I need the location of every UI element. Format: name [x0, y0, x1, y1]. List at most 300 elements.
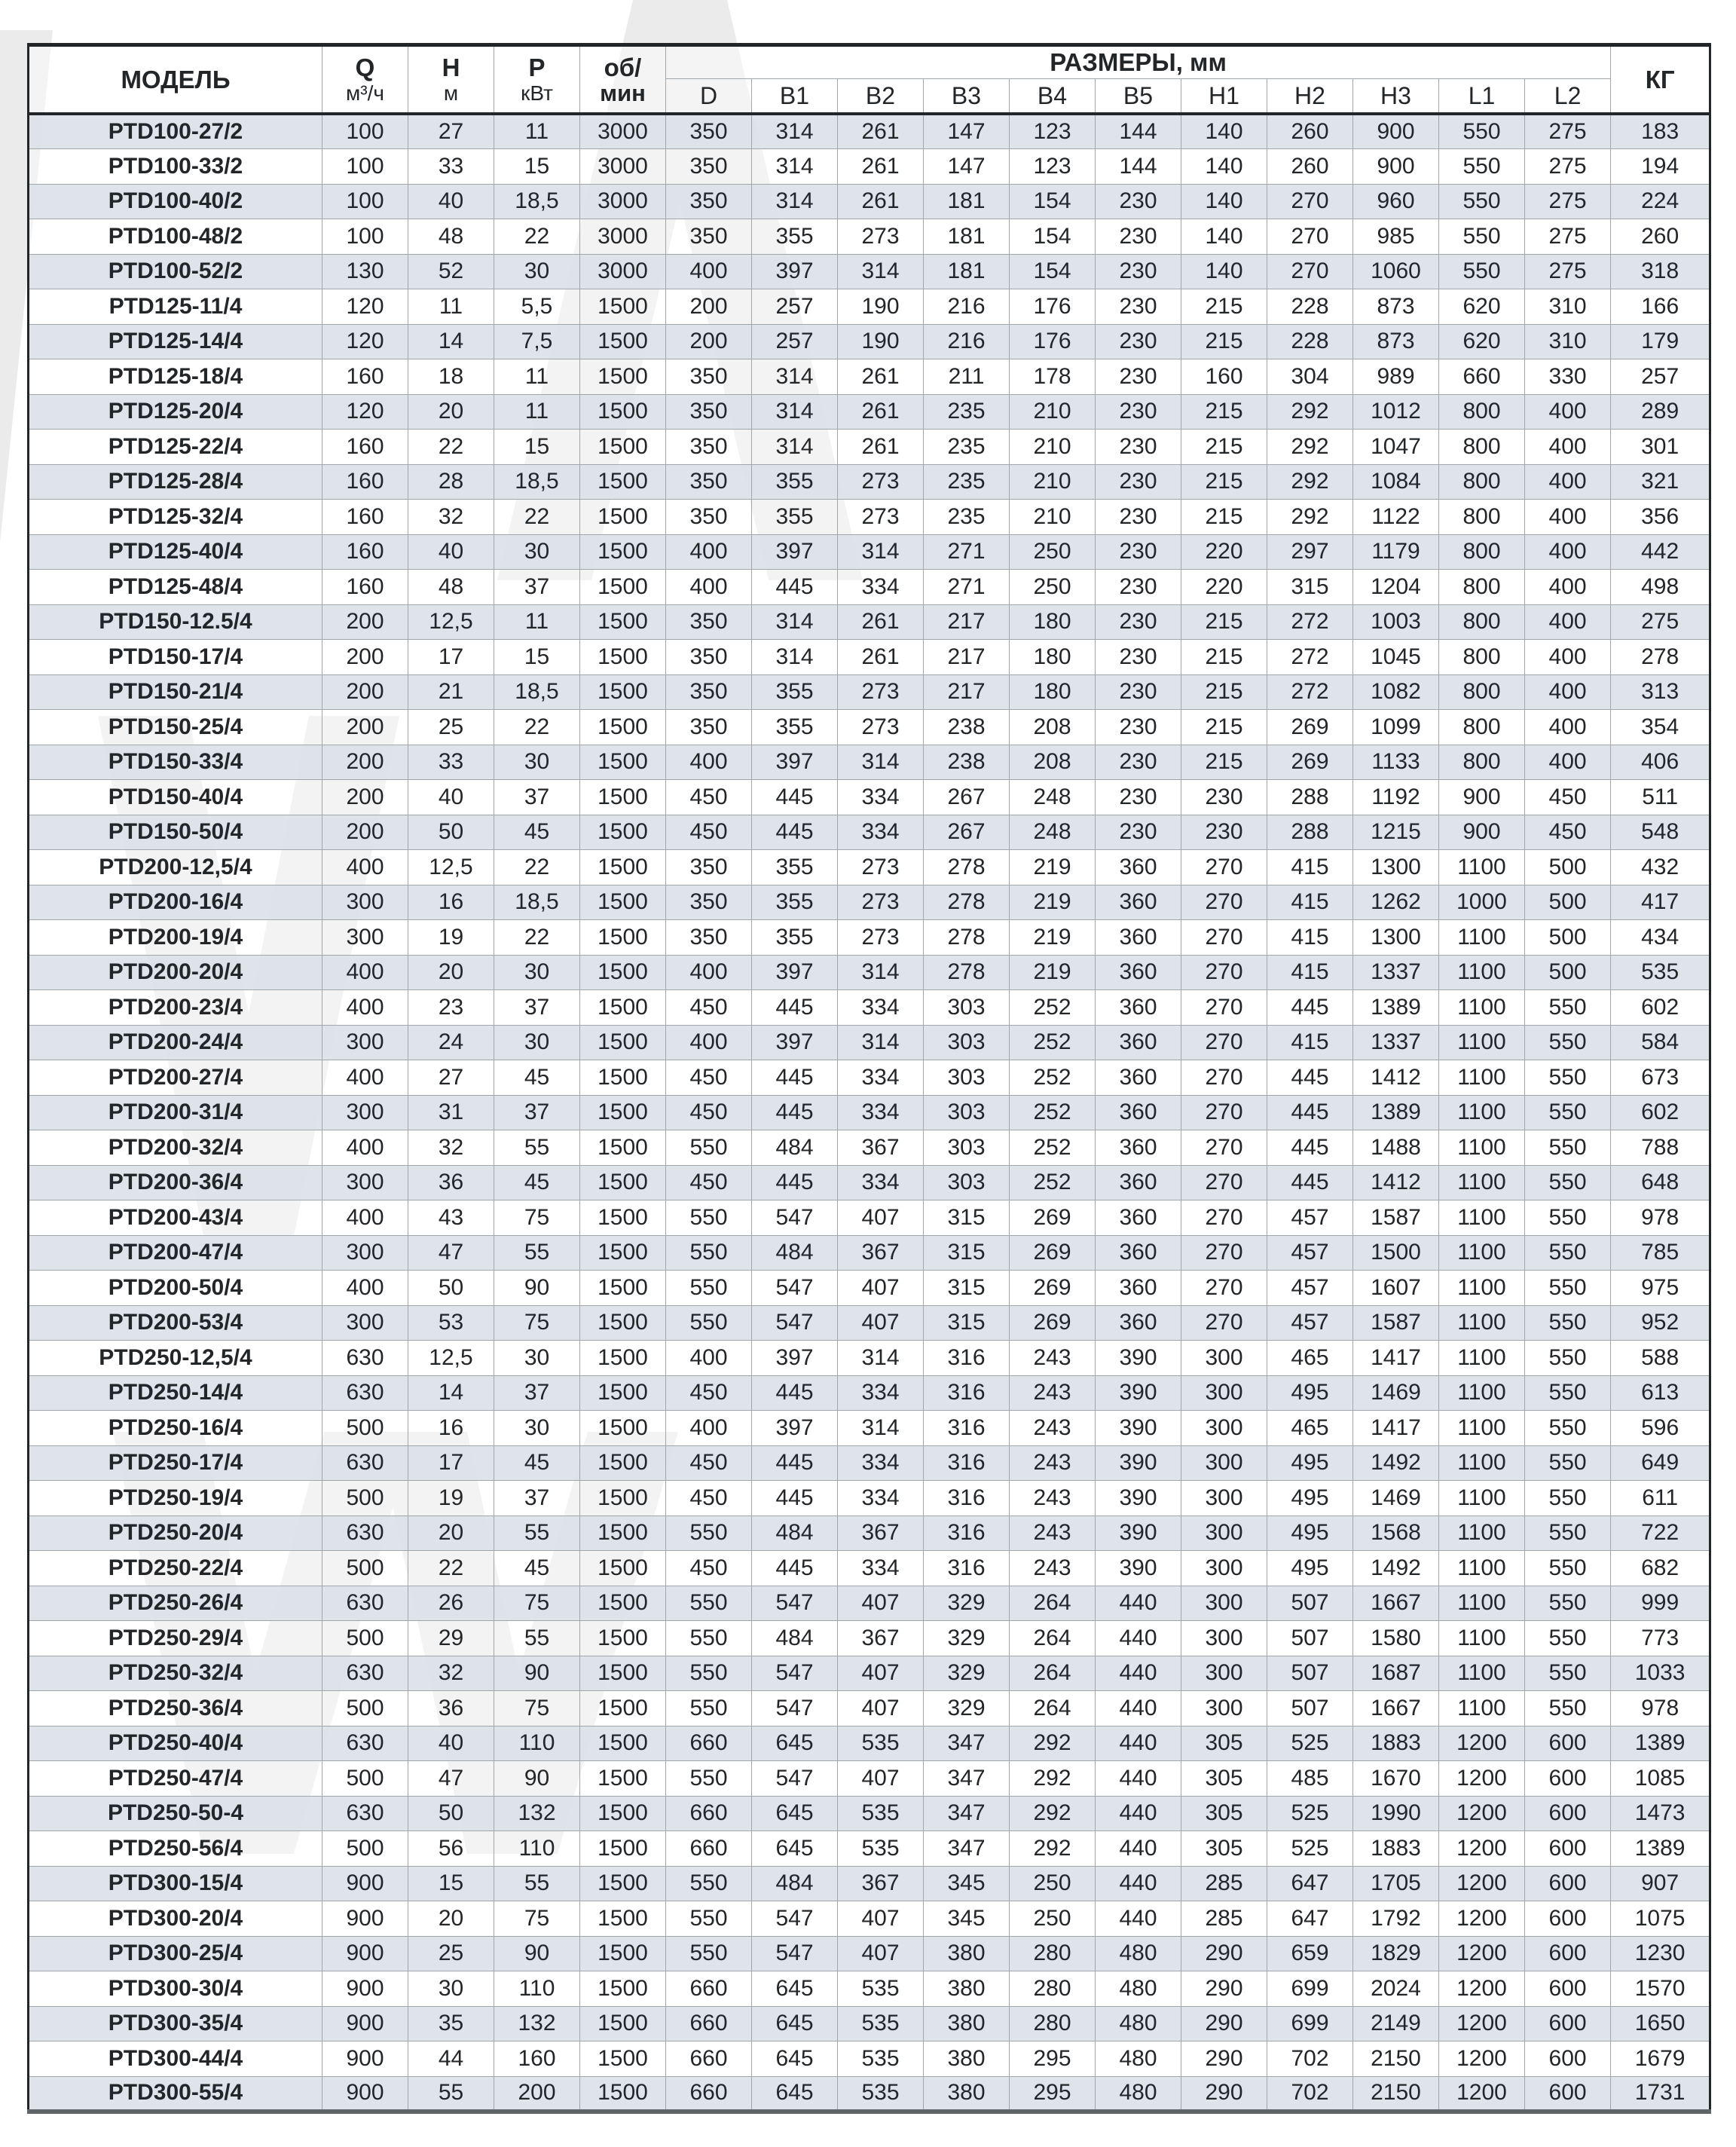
cell-value: 334 — [838, 1481, 924, 1516]
cell-value: 400 — [322, 1060, 408, 1096]
cell-value: 23 — [408, 990, 494, 1026]
cell-value: 1417 — [1353, 1341, 1439, 1376]
cell-value: 400 — [1525, 604, 1611, 640]
cell-value: 329 — [924, 1586, 1010, 1621]
cell-value: 269 — [1010, 1305, 1096, 1341]
cell-value: 14 — [408, 324, 494, 359]
cell-value: 55 — [494, 1515, 580, 1551]
cell-value: 1500 — [580, 1025, 666, 1060]
cell-value: 1469 — [1353, 1375, 1439, 1411]
cell-value: 257 — [752, 324, 838, 359]
cell-value: 450 — [666, 1095, 752, 1130]
col-header-model — [29, 45, 322, 115]
cell-value: 292 — [1010, 1796, 1096, 1831]
cell-value: 11 — [494, 359, 580, 395]
table-row — [29, 1761, 1710, 1797]
cell-value: 314 — [752, 149, 838, 185]
table-row — [29, 710, 1710, 745]
cell-value: 620 — [1439, 289, 1525, 325]
cell-value: 1337 — [1353, 955, 1439, 990]
cell-value: 37 — [494, 990, 580, 1026]
cell-value: 47 — [408, 1761, 494, 1797]
cell-value: 7,5 — [494, 324, 580, 359]
cell-value: 440 — [1096, 1726, 1181, 1761]
cell-value: 999 — [1611, 1586, 1710, 1621]
cell-model: PTD150-40/4 — [29, 780, 322, 815]
cell-value: 480 — [1096, 1971, 1181, 2007]
cell-value: 305 — [1181, 1796, 1267, 1831]
cell-value: 1100 — [1439, 1621, 1525, 1656]
table-row — [29, 1095, 1710, 1130]
cell-value: 450 — [666, 815, 752, 850]
cell-value: 217 — [924, 604, 1010, 640]
cell-value: 3000 — [580, 114, 666, 149]
table-row — [29, 1971, 1710, 2007]
cell-value: 1500 — [580, 1165, 666, 1200]
cell-value: 415 — [1267, 955, 1353, 990]
cell-value: 1473 — [1611, 1796, 1710, 1831]
cell-model: PTD250-56/4 — [29, 1831, 322, 1867]
cell-value: 36 — [408, 1165, 494, 1200]
cell-value: 400 — [666, 570, 752, 605]
cell-value: 304 — [1267, 359, 1353, 395]
cell-value: 314 — [752, 640, 838, 675]
cell-value: 220 — [1181, 570, 1267, 605]
cell-value: 270 — [1181, 1060, 1267, 1096]
cell-value: 660 — [1439, 359, 1525, 395]
cell-value: 989 — [1353, 359, 1439, 395]
cell-model: PTD250-14/4 — [29, 1375, 322, 1411]
cell-value: 900 — [1353, 114, 1439, 149]
cell-value: 181 — [924, 219, 1010, 255]
cell-value: 1500 — [580, 1971, 666, 2007]
cell-value: 1100 — [1439, 1200, 1525, 1236]
cell-value: 22 — [494, 850, 580, 885]
cell-value: 900 — [1353, 149, 1439, 185]
cell-value: 495 — [1267, 1515, 1353, 1551]
cell-value: 550 — [1525, 1200, 1611, 1236]
cell-value: 535 — [838, 1971, 924, 2007]
cell-value: 238 — [924, 710, 1010, 745]
cell-value: 190 — [838, 324, 924, 359]
cell-value: 660 — [666, 1796, 752, 1831]
cell-value: 360 — [1096, 955, 1181, 990]
cell-model: PTD200-12,5/4 — [29, 850, 322, 885]
dim-col-header-b3: B3 — [924, 79, 1010, 115]
cell-value: 310 — [1525, 324, 1611, 359]
cell-value: 55 — [494, 1235, 580, 1271]
cell-value: 1500 — [580, 674, 666, 710]
cell-value: 1607 — [1353, 1271, 1439, 1306]
cell-model: PTD200-36/4 — [29, 1165, 322, 1200]
cell-value: 270 — [1181, 1200, 1267, 1236]
cell-value: 1500 — [1353, 1235, 1439, 1271]
cell-value: 1100 — [1439, 1235, 1525, 1271]
cell-value: 450 — [666, 1445, 752, 1481]
cell-value: 500 — [1525, 920, 1611, 956]
cell-value: 360 — [1096, 1060, 1181, 1096]
cell-value: 19 — [408, 920, 494, 956]
cell-value: 345 — [924, 1901, 1010, 1937]
table-row — [29, 254, 1710, 289]
cell-value: 400 — [1525, 640, 1611, 675]
cell-value: 1060 — [1353, 254, 1439, 289]
table-row — [29, 1445, 1710, 1481]
cell-value: 800 — [1439, 394, 1525, 430]
cell-value: 1100 — [1439, 1411, 1525, 1446]
cell-value: 900 — [322, 1866, 408, 1901]
cell-value: 200 — [322, 710, 408, 745]
cell-value: 200 — [666, 324, 752, 359]
cell-value: 235 — [924, 500, 1010, 535]
cell-value: 484 — [752, 1130, 838, 1166]
cell-value: 1500 — [580, 1375, 666, 1411]
cell-value: 645 — [752, 2076, 838, 2112]
cell-value: 292 — [1267, 500, 1353, 535]
cell-value: 75 — [494, 1305, 580, 1341]
cell-value: 15 — [494, 430, 580, 465]
cell-value: 30 — [494, 745, 580, 780]
table-row — [29, 1831, 1710, 1867]
cell-value: 270 — [1181, 885, 1267, 920]
cell-value: 1100 — [1439, 1515, 1525, 1551]
cell-value: 630 — [322, 1445, 408, 1481]
cell-value: 350 — [666, 394, 752, 430]
cell-value: 400 — [1525, 430, 1611, 465]
cell-value: 243 — [1010, 1375, 1096, 1411]
cell-value: 261 — [838, 394, 924, 430]
table-row — [29, 500, 1710, 535]
cell-value: 1500 — [580, 745, 666, 780]
cell-value: 303 — [924, 1060, 1010, 1096]
cell-value: 457 — [1267, 1271, 1353, 1306]
cell-value: 1500 — [580, 1341, 666, 1376]
cell-value: 360 — [1096, 1165, 1181, 1200]
cell-value: 442 — [1611, 534, 1710, 570]
cell-value: 873 — [1353, 289, 1439, 325]
cell-value: 250 — [1010, 534, 1096, 570]
table-row — [29, 1130, 1710, 1166]
cell-value: 407 — [838, 1936, 924, 1971]
cell-value: 1389 — [1611, 1831, 1710, 1867]
cell-model: PTD125-11/4 — [29, 289, 322, 325]
cell-value: 907 — [1611, 1866, 1710, 1901]
cell-value: 270 — [1181, 1025, 1267, 1060]
cell-value: 32 — [408, 1130, 494, 1166]
table-row — [29, 1025, 1710, 1060]
table-row — [29, 184, 1710, 219]
cell-value: 315 — [924, 1235, 1010, 1271]
cell-value: 588 — [1611, 1341, 1710, 1376]
cell-value: 660 — [666, 2076, 752, 2112]
cell-value: 300 — [1181, 1445, 1267, 1481]
cell-value: 1200 — [1439, 1831, 1525, 1867]
cell-value: 160 — [322, 500, 408, 535]
cell-value: 1580 — [1353, 1621, 1439, 1656]
cell-value: 602 — [1611, 1095, 1710, 1130]
cell-value: 400 — [666, 955, 752, 990]
cell-model: PTD150-33/4 — [29, 745, 322, 780]
cell-value: 445 — [1267, 1060, 1353, 1096]
cell-value: 800 — [1439, 640, 1525, 675]
cell-value: 290 — [1181, 2041, 1267, 2077]
cell-value: 1500 — [580, 850, 666, 885]
cell-value: 1200 — [1439, 1971, 1525, 2007]
cell-value: 48 — [408, 570, 494, 605]
cell-value: 1500 — [580, 1411, 666, 1446]
cell-value: 310 — [1525, 289, 1611, 325]
table-row — [29, 1200, 1710, 1236]
table-row — [29, 674, 1710, 710]
cell-value: 154 — [1010, 254, 1096, 289]
cell-value: 31 — [408, 1095, 494, 1130]
cell-value: 110 — [494, 1831, 580, 1867]
cell-value: 315 — [924, 1271, 1010, 1306]
cell-value: 1500 — [580, 1515, 666, 1551]
cell-value: 329 — [924, 1656, 1010, 1691]
table-row — [29, 114, 1710, 149]
cell-value: 596 — [1611, 1411, 1710, 1446]
cell-value: 37 — [494, 780, 580, 815]
cell-value: 1200 — [1439, 2006, 1525, 2041]
cell-value: 1731 — [1611, 2076, 1710, 2112]
cell-value: 355 — [752, 464, 838, 500]
cell-value: 1500 — [580, 955, 666, 990]
cell-value: 219 — [1010, 955, 1096, 990]
cell-value: 50 — [408, 1271, 494, 1306]
cell-value: 1500 — [580, 920, 666, 956]
cell-value: 273 — [838, 464, 924, 500]
cell-value: 873 — [1353, 324, 1439, 359]
cell-value: 450 — [666, 1060, 752, 1096]
cell-value: 1133 — [1353, 745, 1439, 780]
cell-value: 1337 — [1353, 1025, 1439, 1060]
cell-value: 550 — [1439, 219, 1525, 255]
cell-value: 500 — [322, 1481, 408, 1516]
cell-value: 1200 — [1439, 1726, 1525, 1761]
cell-value: 29 — [408, 1621, 494, 1656]
cell-value: 40 — [408, 534, 494, 570]
cell-value: 264 — [1010, 1656, 1096, 1691]
table-row — [29, 289, 1710, 325]
cell-value: 269 — [1267, 745, 1353, 780]
cell-value: 400 — [322, 850, 408, 885]
cell-value: 360 — [1096, 1271, 1181, 1306]
cell-value: 397 — [752, 534, 838, 570]
cell-value: 440 — [1096, 1761, 1181, 1797]
cell-value: 350 — [666, 640, 752, 675]
dim-col-header-h3: H3 — [1353, 79, 1439, 115]
cell-value: 228 — [1267, 324, 1353, 359]
cell-value: 550 — [1525, 1095, 1611, 1130]
cell-value: 485 — [1267, 1761, 1353, 1797]
cell-value: 407 — [838, 1691, 924, 1726]
cell-value: 445 — [752, 1060, 838, 1096]
cell-model: PTD250-29/4 — [29, 1621, 322, 1656]
cell-value: 14 — [408, 1375, 494, 1411]
cell-value: 208 — [1010, 710, 1096, 745]
cell-value: 1500 — [580, 394, 666, 430]
cell-value: 1792 — [1353, 1901, 1439, 1937]
cell-value: 230 — [1096, 640, 1181, 675]
cell-value: 507 — [1267, 1691, 1353, 1726]
cell-value: 270 — [1181, 1130, 1267, 1166]
cell-value: 445 — [752, 815, 838, 850]
cell-value: 200 — [666, 289, 752, 325]
cell-model: PTD150-25/4 — [29, 710, 322, 745]
cell-value: 400 — [1525, 534, 1611, 570]
cell-value: 285 — [1181, 1901, 1267, 1937]
cell-value: 1100 — [1439, 920, 1525, 956]
cell-value: 360 — [1096, 1200, 1181, 1236]
cell-value: 215 — [1181, 324, 1267, 359]
cell-value: 660 — [666, 2041, 752, 2077]
cell-value: 160 — [322, 359, 408, 395]
cell-value: 773 — [1611, 1621, 1710, 1656]
cell-model: PTD250-47/4 — [29, 1761, 322, 1797]
cell-value: 1200 — [1439, 1901, 1525, 1937]
cell-value: 547 — [752, 1936, 838, 1971]
cell-value: 500 — [322, 1761, 408, 1797]
cell-value: 1389 — [1611, 1726, 1710, 1761]
cell-value: 1492 — [1353, 1445, 1439, 1481]
cell-value: 550 — [1525, 1130, 1611, 1166]
cell-value: 132 — [494, 2006, 580, 2041]
cell-value: 26 — [408, 1586, 494, 1621]
cell-value: 800 — [1439, 430, 1525, 465]
cell-model: PTD250-40/4 — [29, 1726, 322, 1761]
cell-value: 1500 — [580, 815, 666, 850]
cell-model: PTD200-43/4 — [29, 1200, 322, 1236]
cell-value: 1500 — [580, 1305, 666, 1341]
cell-value: 219 — [1010, 920, 1096, 956]
cell-value: 140 — [1181, 149, 1267, 185]
cell-value: 1500 — [580, 1130, 666, 1166]
cell-value: 400 — [322, 955, 408, 990]
cell-value: 457 — [1267, 1235, 1353, 1271]
cell-value: 270 — [1267, 254, 1353, 289]
cell-value: 1500 — [580, 534, 666, 570]
cell-value: 1100 — [1439, 1341, 1525, 1376]
cell-value: 1012 — [1353, 394, 1439, 430]
cell-model: PTD200-20/4 — [29, 955, 322, 990]
cell-value: 56 — [408, 1831, 494, 1867]
cell-value: 90 — [494, 1761, 580, 1797]
cell-value: 550 — [1525, 1515, 1611, 1551]
cell-value: 200 — [322, 640, 408, 675]
cell-value: 445 — [752, 780, 838, 815]
cell-value: 37 — [494, 1481, 580, 1516]
cell-value: 1568 — [1353, 1515, 1439, 1551]
cell-value: 347 — [924, 1796, 1010, 1831]
cell-value: 20 — [408, 955, 494, 990]
cell-value: 659 — [1267, 1936, 1353, 1971]
cell-value: 445 — [1267, 1130, 1353, 1166]
cell-value: 406 — [1611, 745, 1710, 780]
cell-value: 45 — [494, 1060, 580, 1096]
cell-value: 500 — [322, 1691, 408, 1726]
cell-model: PTD300-44/4 — [29, 2041, 322, 2077]
cell-value: 400 — [666, 1025, 752, 1060]
cell-value: 313 — [1611, 674, 1710, 710]
cell-value: 397 — [752, 1341, 838, 1376]
cell-value: 316 — [924, 1411, 1010, 1446]
cell-value: 300 — [322, 1095, 408, 1130]
cell-value: 1500 — [580, 1761, 666, 1797]
cell-value: 147 — [924, 114, 1010, 149]
cell-value: 270 — [1181, 920, 1267, 956]
cell-value: 1500 — [580, 1095, 666, 1130]
kg-label: КГ — [1645, 65, 1675, 93]
cell-value: 415 — [1267, 920, 1353, 956]
cell-value: 1389 — [1353, 1095, 1439, 1130]
cell-value: 360 — [1096, 920, 1181, 956]
cell-value: 400 — [1525, 500, 1611, 535]
cell-value: 535 — [838, 2041, 924, 2077]
cell-value: 45 — [494, 1445, 580, 1481]
table-row — [29, 394, 1710, 430]
cell-value: 110 — [494, 1726, 580, 1761]
cell-value: 407 — [838, 1761, 924, 1797]
cell-value: 30 — [494, 534, 580, 570]
cell-value: 1200 — [1439, 1866, 1525, 1901]
cell-value: 417 — [1611, 885, 1710, 920]
cell-value: 1100 — [1439, 955, 1525, 990]
cell-value: 1500 — [580, 2006, 666, 2041]
cell-value: 230 — [1096, 430, 1181, 465]
cell-value: 215 — [1181, 464, 1267, 500]
cell-value: 367 — [838, 1866, 924, 1901]
cell-value: 144 — [1096, 114, 1181, 149]
cell-value: 1082 — [1353, 674, 1439, 710]
cell-value: 292 — [1010, 1761, 1096, 1797]
cell-value: 360 — [1096, 850, 1181, 885]
cell-value: 400 — [666, 745, 752, 780]
cell-value: 18,5 — [494, 184, 580, 219]
cell-value: 535 — [838, 1726, 924, 1761]
p-label: Р — [528, 53, 546, 81]
cell-value: 273 — [838, 920, 924, 956]
cell-value: 450 — [666, 1165, 752, 1200]
table-row — [29, 1936, 1710, 1971]
cell-model: PTD200-23/4 — [29, 990, 322, 1026]
cell-value: 300 — [1181, 1375, 1267, 1411]
cell-value: 1100 — [1439, 1445, 1525, 1481]
cell-value: 292 — [1267, 464, 1353, 500]
cell-value: 314 — [752, 430, 838, 465]
cell-value: 270 — [1181, 955, 1267, 990]
cell-value: 37 — [494, 1375, 580, 1411]
cell-value: 1100 — [1439, 1656, 1525, 1691]
cell-value: 1679 — [1611, 2041, 1710, 2077]
cell-value: 1667 — [1353, 1691, 1439, 1726]
table-row — [29, 1305, 1710, 1341]
cell-value: 550 — [1525, 1025, 1611, 1060]
cell-value: 354 — [1611, 710, 1710, 745]
cell-value: 1670 — [1353, 1761, 1439, 1797]
cell-value: 300 — [322, 1305, 408, 1341]
cell-value: 1500 — [580, 464, 666, 500]
cell-value: 1000 — [1439, 885, 1525, 920]
cell-value: 303 — [924, 990, 1010, 1026]
cell-value: 329 — [924, 1691, 1010, 1726]
cell-value: 445 — [1267, 990, 1353, 1026]
cell-model: PTD200-16/4 — [29, 885, 322, 920]
cell-value: 166 — [1611, 289, 1710, 325]
cell-value: 484 — [752, 1515, 838, 1551]
cell-value: 1200 — [1439, 1761, 1525, 1797]
table-row — [29, 1901, 1710, 1937]
